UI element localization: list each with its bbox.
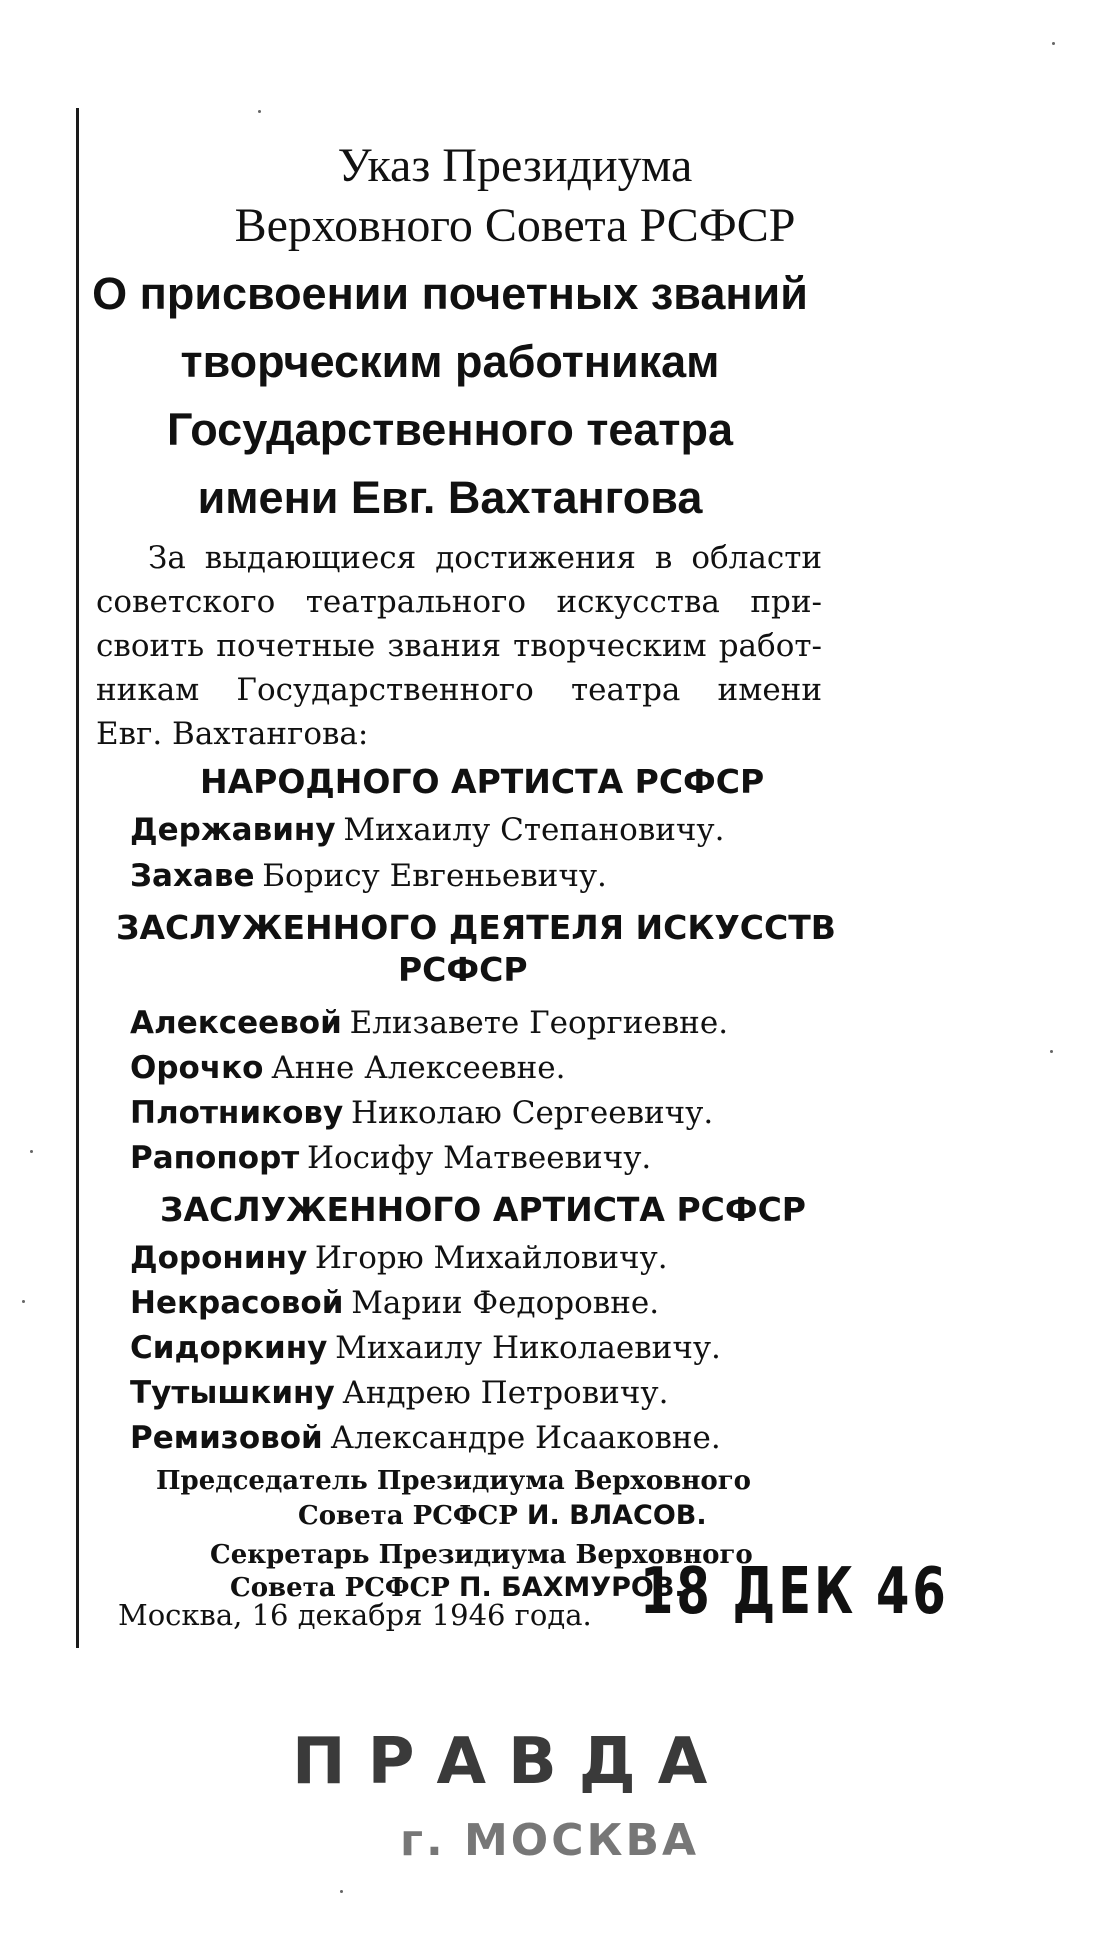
awardee-given-name: Марии Федоровне. — [351, 1285, 660, 1321]
decree-heading-line1: Указ Президиума — [337, 139, 693, 192]
section-heading-honored-art-worker-line2: РСФСР — [398, 950, 528, 989]
awardee-line — [130, 1240, 668, 1276]
awardee-line — [130, 1050, 565, 1086]
awardee-surname: Сидоркину — [130, 1330, 328, 1366]
decree-title-line2: творческим работникам — [180, 336, 720, 387]
scan-speck — [340, 1890, 343, 1893]
awardee-given-name: Александре Исааковне. — [330, 1420, 721, 1456]
awardee-given-name: Борису Евгеньевичу. — [262, 858, 607, 894]
scan-speck — [22, 1300, 25, 1303]
awardee-surname: Доронину — [130, 1240, 308, 1276]
awardee-surname: Орочко — [130, 1050, 264, 1086]
awardee-surname: Ремизовой — [130, 1420, 323, 1456]
intro-line: советского театрального искусства при- — [96, 584, 822, 620]
awardee-given-name: Михаилу Степановичу. — [343, 812, 725, 848]
chairman-name: И. ВЛАСОВ. — [526, 1500, 707, 1531]
date-stamp: 18 ДЕК 46 — [640, 1555, 949, 1629]
awardee-given-name: Николаю Сергеевичу. — [350, 1095, 714, 1131]
decree-title-line1: О присвоении почетных званий — [92, 268, 808, 319]
awardee-line — [130, 1375, 668, 1411]
secretary-signature-title: Секретарь Президиума Верховного — [210, 1540, 753, 1570]
decree-title-line4: имени Евг. Вахтангова — [197, 472, 703, 523]
section-heading-people-artist: НАРОДНОГО АРТИСТА РСФСР — [200, 762, 765, 801]
secretary-name: П. БАХМУРОВ. — [458, 1572, 685, 1603]
decree-heading-line2: Верховного Совета РСФСР — [234, 199, 796, 252]
intro-line: никам Государственного театра имени — [96, 672, 822, 708]
awardee-line — [130, 1005, 728, 1041]
chairman-signature-title: Председатель Президиума Верховного — [156, 1466, 751, 1496]
chairman-signature-name — [298, 1500, 707, 1531]
section-heading-honored-artist: ЗАСЛУЖЕННОГО АРТИСТА РСФСР — [160, 1190, 806, 1229]
awardee-given-name: Андрею Петровичу. — [342, 1375, 669, 1411]
awardee-given-name: Анне Алексеевне. — [271, 1050, 566, 1086]
awardee-line — [130, 1095, 713, 1131]
section-heading-honored-art-worker: ЗАСЛУЖЕННОГО ДЕЯТЕЛЯ ИСКУССТВ — [116, 908, 836, 947]
awardee-given-name: Иосифу Матвеевичу. — [306, 1140, 652, 1176]
awardee-surname: Рапопорт — [130, 1140, 300, 1176]
scan-speck — [258, 110, 261, 113]
intro-line: своить почетные звания творческим работ- — [96, 628, 822, 664]
awardee-surname: Захаве — [130, 858, 255, 894]
scan-speck — [30, 1150, 33, 1153]
decree-title-line3: Государственного театра — [167, 404, 733, 455]
secretary-council: Совета РСФСР — [230, 1573, 450, 1603]
awardee-given-name: Елизавете Георгиевне. — [349, 1005, 729, 1041]
intro-line: Евг. Вахтангова: — [96, 716, 369, 752]
awardee-line — [130, 1330, 721, 1366]
awardee-line — [130, 1420, 721, 1456]
awardee-line — [130, 858, 607, 894]
source-newspaper-stamp: ПРАВДА — [292, 1725, 730, 1799]
scan-speck — [1052, 42, 1055, 45]
decree-date: Москва, 16 декабря 1946 года. — [118, 1598, 592, 1632]
awardee-surname: Державину — [130, 812, 336, 848]
source-city-stamp: г. МОСКВА — [400, 1815, 700, 1866]
awardee-given-name: Игорю Михайловичу. — [314, 1240, 668, 1276]
awardee-surname: Некрасовой — [130, 1285, 344, 1321]
awardee-line — [130, 1285, 659, 1321]
awardee-surname: Плотникову — [130, 1095, 344, 1131]
awardee-surname: Алексеевой — [130, 1005, 342, 1041]
chairman-council: Совета РСФСР — [298, 1501, 518, 1531]
awardee-surname: Тутышкину — [130, 1375, 335, 1411]
awardee-line — [130, 1140, 651, 1176]
awardee-line — [130, 812, 725, 848]
scan-speck — [1050, 1050, 1053, 1053]
awardee-given-name: Михаилу Николаевичу. — [335, 1330, 721, 1366]
intro-line: За выдающиеся достижения в области — [148, 540, 822, 576]
